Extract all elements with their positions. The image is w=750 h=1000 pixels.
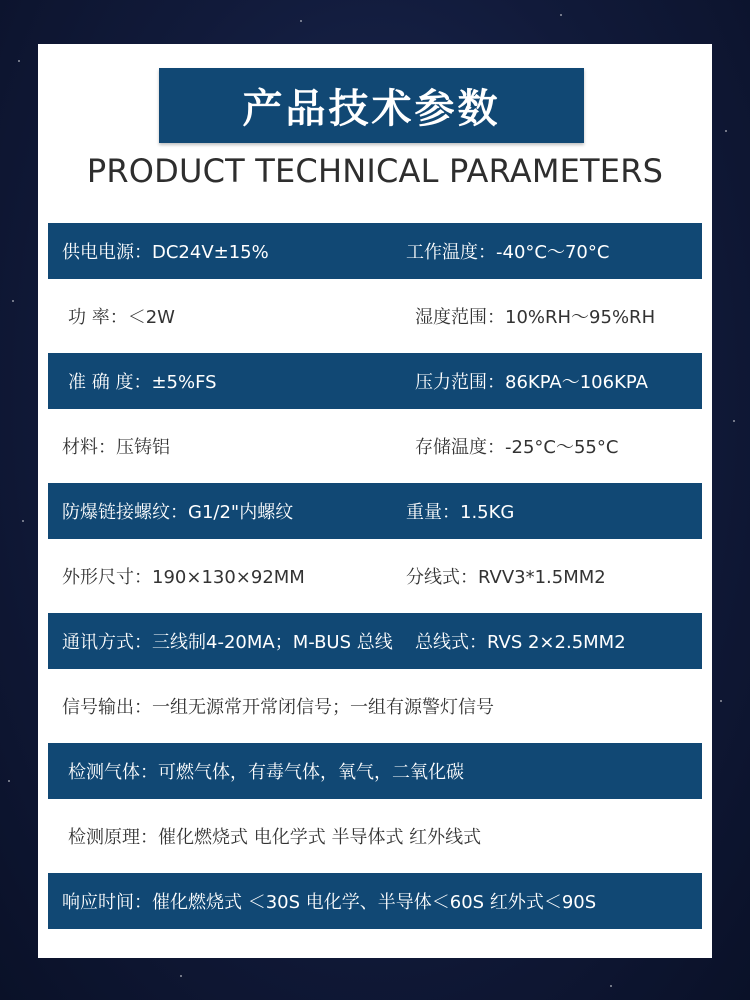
param-humidity-range: 湿度范围：10%RH～95%RH — [415, 307, 656, 328]
param-row — [48, 418, 702, 474]
param-row — [48, 873, 702, 929]
param-dimensions: 外形尺寸：190×130×92MM — [62, 567, 305, 588]
param-material: 材料：压铸铝 — [62, 437, 170, 458]
param-response-time: 响应时间：催化燃烧式 ＜30S 电化学、半导体＜60S 红外式＜90S — [62, 892, 597, 913]
param-row — [48, 353, 702, 409]
param-weight: 重量：1.5KG — [406, 502, 515, 523]
param-row — [48, 743, 702, 799]
parameters-card — [38, 44, 712, 958]
param-signal-output: 信号输出：一组无源常开常闭信号；一组有源警灯信号 — [62, 697, 494, 718]
param-row — [48, 613, 702, 669]
page-subtitle: PRODUCT TECHNICAL PARAMETERS — [86, 152, 664, 190]
param-storage-temp: 存储温度：-25°C～55°C — [415, 437, 619, 458]
page-title: 产品技术参数 — [242, 86, 501, 132]
param-communication: 通讯方式：三线制4-20MA；M-BUS 总线 — [62, 632, 393, 653]
param-row — [48, 483, 702, 539]
param-detected-gas: 检测气体：可燃气体，有毒气体，氧气，二氧化碳 — [68, 762, 464, 783]
title-banner — [159, 68, 584, 143]
param-row — [48, 548, 702, 604]
param-power-supply: 供电电源：DC24V±15% — [62, 242, 269, 263]
param-power: 功 率：＜2W — [68, 307, 175, 328]
param-branch-line: 分线式：RVV3*1.5MM2 — [406, 567, 606, 588]
param-accuracy: 准 确 度：±5%FS — [68, 372, 217, 393]
param-pressure-range: 压力范围：86KPA～106KPA — [415, 372, 648, 393]
param-thread: 防爆链接螺纹：G1/2"内螺纹 — [62, 502, 294, 523]
param-row — [48, 288, 702, 344]
param-bus-line: 总线式：RVS 2×2.5MM2 — [415, 632, 626, 653]
param-row — [48, 223, 702, 279]
param-row — [48, 808, 702, 864]
param-detection-principle: 检测原理：催化燃烧式 电化学式 半导体式 红外线式 — [68, 827, 482, 848]
param-row — [48, 678, 702, 734]
param-working-temp: 工作温度：-40°C～70°C — [406, 242, 610, 263]
